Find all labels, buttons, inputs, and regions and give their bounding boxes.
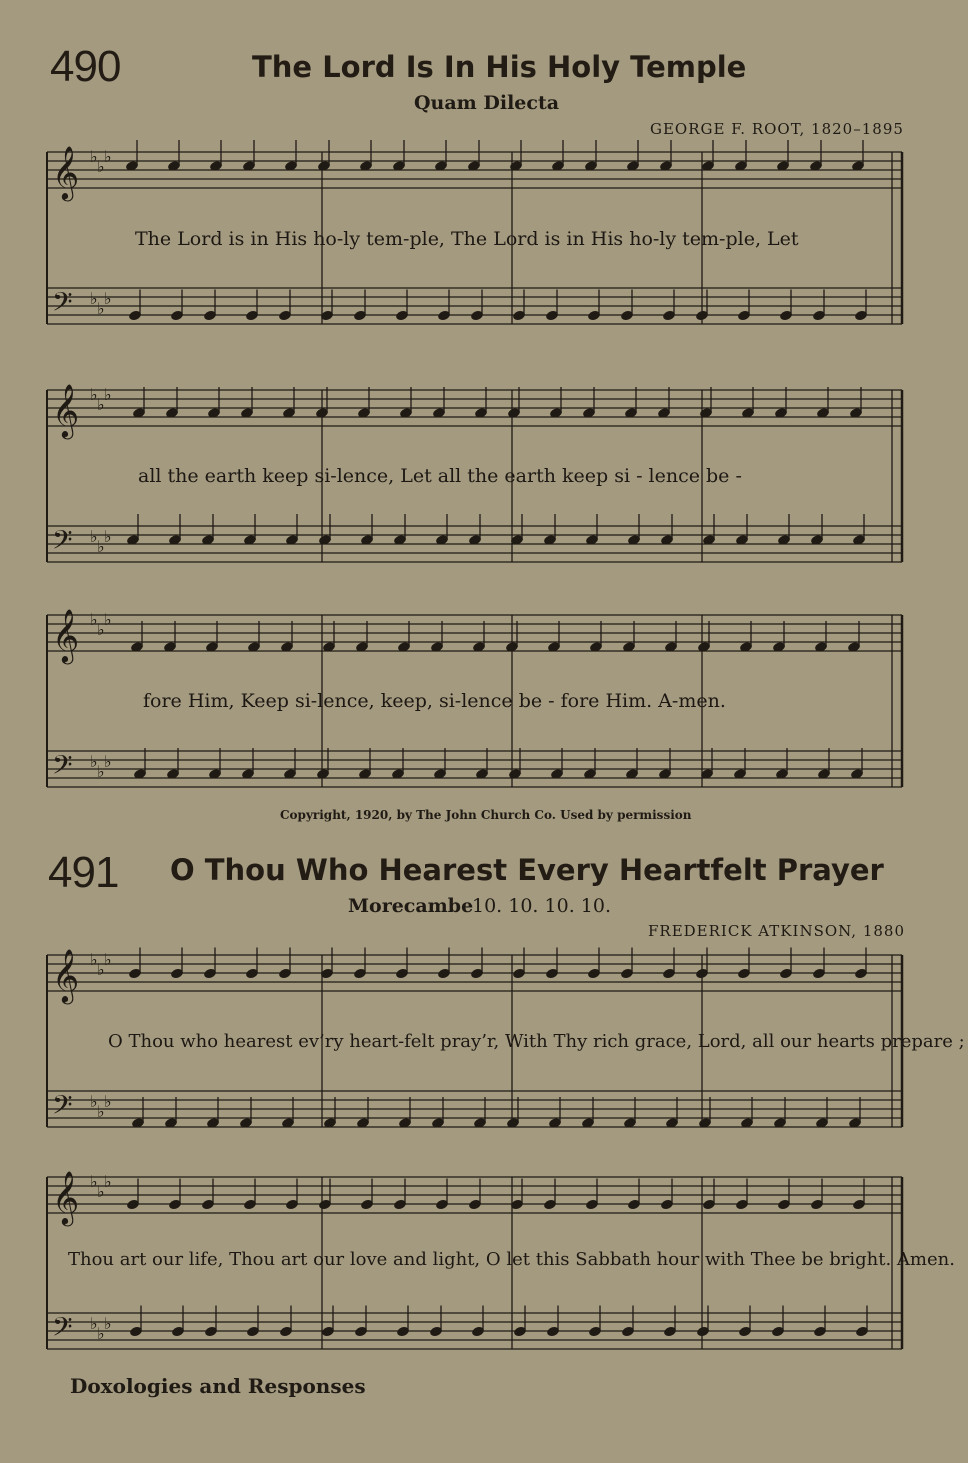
bass-clef-icon: 𝄢 xyxy=(52,286,73,324)
svg-text:♭: ♭ xyxy=(104,1092,112,1111)
svg-text:♭: ♭ xyxy=(104,610,112,629)
bass-clef-icon: 𝄢 xyxy=(52,524,73,562)
svg-text:♭: ♭ xyxy=(97,537,105,556)
bass-clef-icon: 𝄢 xyxy=(52,1311,73,1349)
svg-text:♭: ♭ xyxy=(90,950,98,969)
meter: 10. 10. 10. 10. xyxy=(472,895,611,917)
svg-text:♭: ♭ xyxy=(90,385,98,404)
svg-text:♭: ♭ xyxy=(97,157,105,176)
svg-text:♭: ♭ xyxy=(97,960,105,979)
svg-text:♭: ♭ xyxy=(97,762,105,781)
svg-text:♭: ♭ xyxy=(90,752,98,771)
svg-text:♭: ♭ xyxy=(97,620,105,639)
treble-clef-icon: 𝄞 xyxy=(52,1170,80,1224)
svg-text:♭: ♭ xyxy=(104,385,112,404)
treble-clef-icon: 𝄞 xyxy=(52,145,80,199)
svg-text:♭: ♭ xyxy=(97,299,105,318)
hymn-title: O Thou Who Hearest Every Heartfelt Prayer xyxy=(170,853,884,887)
svg-text:♭: ♭ xyxy=(90,1172,98,1191)
svg-text:♭: ♭ xyxy=(90,147,98,166)
composer-credit: GEORGE F. ROOT, 1820–1895 xyxy=(650,120,904,138)
svg-text:♭: ♭ xyxy=(97,1182,105,1201)
svg-text:♭: ♭ xyxy=(104,289,112,308)
bass-clef-icon: 𝄢 xyxy=(52,749,73,787)
svg-text:♭: ♭ xyxy=(97,1324,105,1343)
svg-text:♭: ♭ xyxy=(104,950,112,969)
lyric-line: O Thou who hearest ev’ry heart-felt pray’r, With Thy rich grace, Lord, all our hearts prepare ; xyxy=(108,1031,965,1052)
svg-text:♭: ♭ xyxy=(104,1172,112,1191)
svg-text:♭: ♭ xyxy=(90,527,98,546)
svg-text:♭: ♭ xyxy=(97,1102,105,1121)
treble-clef-icon: 𝄞 xyxy=(52,608,80,662)
svg-text:♭: ♭ xyxy=(104,147,112,166)
svg-text:♭: ♭ xyxy=(97,395,105,414)
lyric-line: all the earth keep si-lence, Let all the earth keep si - lence be - xyxy=(138,465,742,487)
composer-credit: FREDERICK ATKINSON, 1880 xyxy=(648,922,906,940)
bass-clef-icon: 𝄢 xyxy=(52,1089,73,1127)
hymn-number: 491 xyxy=(48,848,119,897)
lyric-line: fore Him, Keep si-lence, keep, si-lence be - fore Him. A-men. xyxy=(143,690,726,712)
treble-clef-icon: 𝄞 xyxy=(52,383,80,437)
svg-text:♭: ♭ xyxy=(90,1314,98,1333)
hymn-subtitle: Quam Dilecta xyxy=(414,92,560,114)
hymn-number: 490 xyxy=(50,42,121,91)
svg-text:♭: ♭ xyxy=(104,1314,112,1333)
svg-text:♭: ♭ xyxy=(90,1092,98,1111)
svg-text:♭: ♭ xyxy=(90,610,98,629)
copyright-notice: Copyright, 1920, by The John Church Co. Used by permission xyxy=(280,808,692,822)
hymn-title: The Lord Is In His Holy Temple xyxy=(252,50,747,84)
svg-text:♭: ♭ xyxy=(104,752,112,771)
lyric-line: The Lord is in His ho-ly tem-ple, The Lord is in His ho-ly tem-ple, Let xyxy=(135,228,799,250)
tune-name: Morecambe xyxy=(348,895,474,917)
section-heading: Doxologies and Responses xyxy=(70,1374,366,1398)
svg-text:♭: ♭ xyxy=(104,527,112,546)
svg-text:♭: ♭ xyxy=(90,289,98,308)
treble-clef-icon: 𝄞 xyxy=(52,948,80,1002)
lyric-line: Thou art our life, Thou art our love and light, O let this Sabbath hour with Thee be bright. Amen. xyxy=(68,1249,955,1270)
